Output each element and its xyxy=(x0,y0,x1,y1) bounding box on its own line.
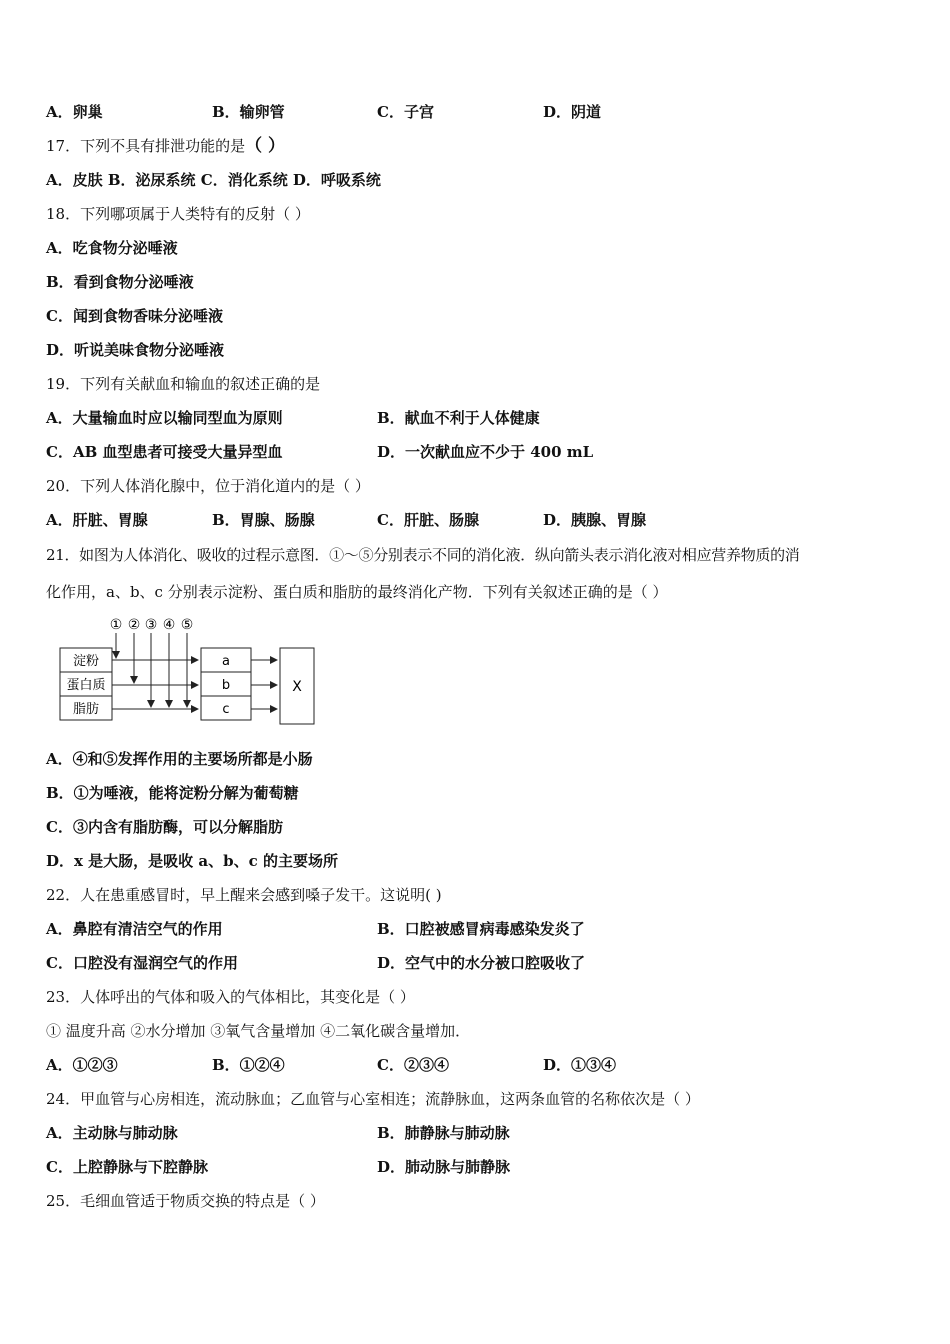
q19-option-c: C．AB 血型患者可接受大量异型血 xyxy=(46,443,283,461)
q22-option-b: B．口腔被感冒病毒感染发炎了 xyxy=(377,920,585,938)
q23-option-d: D．①③④ xyxy=(543,1056,617,1074)
q23-option-a: A．①②③ xyxy=(46,1056,118,1074)
product-c: c xyxy=(222,702,230,717)
organ-x-label: X xyxy=(292,679,302,695)
q18-stem: 18．下列哪项属于人类特有的反射（ ） xyxy=(46,205,310,223)
q24-option-a: A．主动脉与肺动脉 xyxy=(46,1124,178,1142)
q23-option-c: C．②③④ xyxy=(377,1056,449,1074)
product-a: a xyxy=(222,654,230,669)
digestion-diagram xyxy=(50,612,330,732)
liquid-label-4: ④ xyxy=(162,617,176,633)
q22-option-c: C．口腔没有湿润空气的作用 xyxy=(46,954,238,972)
q23-items: ① 温度升高 ②水分增加 ③氧气含量增加 ④二氧化碳含量增加． xyxy=(46,1022,471,1040)
q21-option-d: D．x 是大肠，是吸收 a、b、c 的主要场所 xyxy=(46,852,338,870)
q20-option-a: A．肝脏、胃腺 xyxy=(46,511,148,529)
nutrient-starch: 淀粉 xyxy=(72,654,100,669)
q22-option-a: A．鼻腔有清洁空气的作用 xyxy=(46,920,223,938)
q19-option-d: D．一次献血应不少于 400 mL xyxy=(377,443,594,461)
q16-option-c: C．子宫 xyxy=(377,103,434,121)
q23-stem: 23．人体呼出的气体和吸入的气体相比，其变化是（ ） xyxy=(46,988,415,1006)
q18-option-d: D．听说美味食物分泌唾液 xyxy=(46,341,225,359)
q20-option-b: B．胃腺、肠腺 xyxy=(212,511,315,529)
q25-stem: 25．毛细血管适于物质交换的特点是（ ） xyxy=(46,1192,325,1210)
q19-stem: 19．下列有关献血和输血的叙述正确的是 xyxy=(46,375,321,393)
q21-option-c: C．③内含有脂肪酶，可以分解脂肪 xyxy=(46,818,283,836)
q20-stem: 20．下列人体消化腺中，位于消化道内的是（ ） xyxy=(46,477,370,495)
q21-stem-line1: 21．如图为人体消化、吸收的过程示意图．①～⑤分别表示不同的消化液．纵向箭头表示消化液对相应营养物质的消 xyxy=(46,546,800,564)
liquid-label-2: ② xyxy=(127,617,141,633)
q20-option-d: D．胰腺、胃腺 xyxy=(543,511,647,529)
liquid-label-1: ① xyxy=(109,617,123,633)
q21-option-b: B．①为唾液，能将淀粉分解为葡萄糖 xyxy=(46,784,299,802)
q18-option-c: C．闻到食物香味分泌唾液 xyxy=(46,307,223,325)
liquid-label-5: ⑤ xyxy=(180,617,194,633)
nutrient-fat: 脂肪 xyxy=(72,702,100,717)
q17-options: A．皮肤 B．泌尿系统 C．消化系统 D．呼吸系统 xyxy=(46,171,381,189)
q19-option-a: A．大量输血时应以输同型血为原则 xyxy=(46,409,283,427)
q22-stem: 22．人在患重感冒时，早上醒来会感到嗓子发干。这说明( ) xyxy=(46,886,442,904)
liquid-labels xyxy=(110,617,194,633)
q21-option-a: A．④和⑤发挥作用的主要场所都是小肠 xyxy=(46,750,313,768)
q22-option-d: D．空气中的水分被口腔吸收了 xyxy=(377,954,586,972)
q24-option-c: C．上腔静脉与下腔静脉 xyxy=(46,1158,208,1176)
q18-option-a: A．吃食物分泌唾液 xyxy=(46,239,178,257)
q16-option-b: B．输卵管 xyxy=(212,103,285,121)
q24-stem: 24．甲血管与心房相连，流动脉血；乙血管与心室相连；流静脉血，这两条血管的名称依次是（ ） xyxy=(46,1090,700,1108)
q24-option-b: B．肺静脉与肺动脉 xyxy=(377,1124,510,1142)
q16-option-d: D．阴道 xyxy=(543,103,602,121)
q16-option-a: A．卵巢 xyxy=(46,103,103,121)
liquid-label-3: ③ xyxy=(144,617,158,633)
product-b: b xyxy=(221,678,231,693)
q19-option-b: B．献血不利于人体健康 xyxy=(377,409,540,427)
q24-option-d: D．肺动脉与肺静脉 xyxy=(377,1158,511,1176)
q17-stem-line xyxy=(46,136,285,156)
q21-stem-line2: 化作用，a、b、c 分别表示淀粉、蛋白质和脂肪的最终消化产物．下列有关叙述正确的是（ ） xyxy=(46,583,668,601)
q20-option-c: C．肝脏、肠腺 xyxy=(377,511,479,529)
q23-option-b: B．①②④ xyxy=(212,1056,285,1074)
q17-paren: （ ） xyxy=(245,136,286,156)
q18-option-b: B．看到食物分泌唾液 xyxy=(46,273,194,291)
q17-stem: 17．下列不具有排泄功能的是 xyxy=(46,137,246,155)
nutrient-protein: 蛋白质 xyxy=(66,678,106,693)
